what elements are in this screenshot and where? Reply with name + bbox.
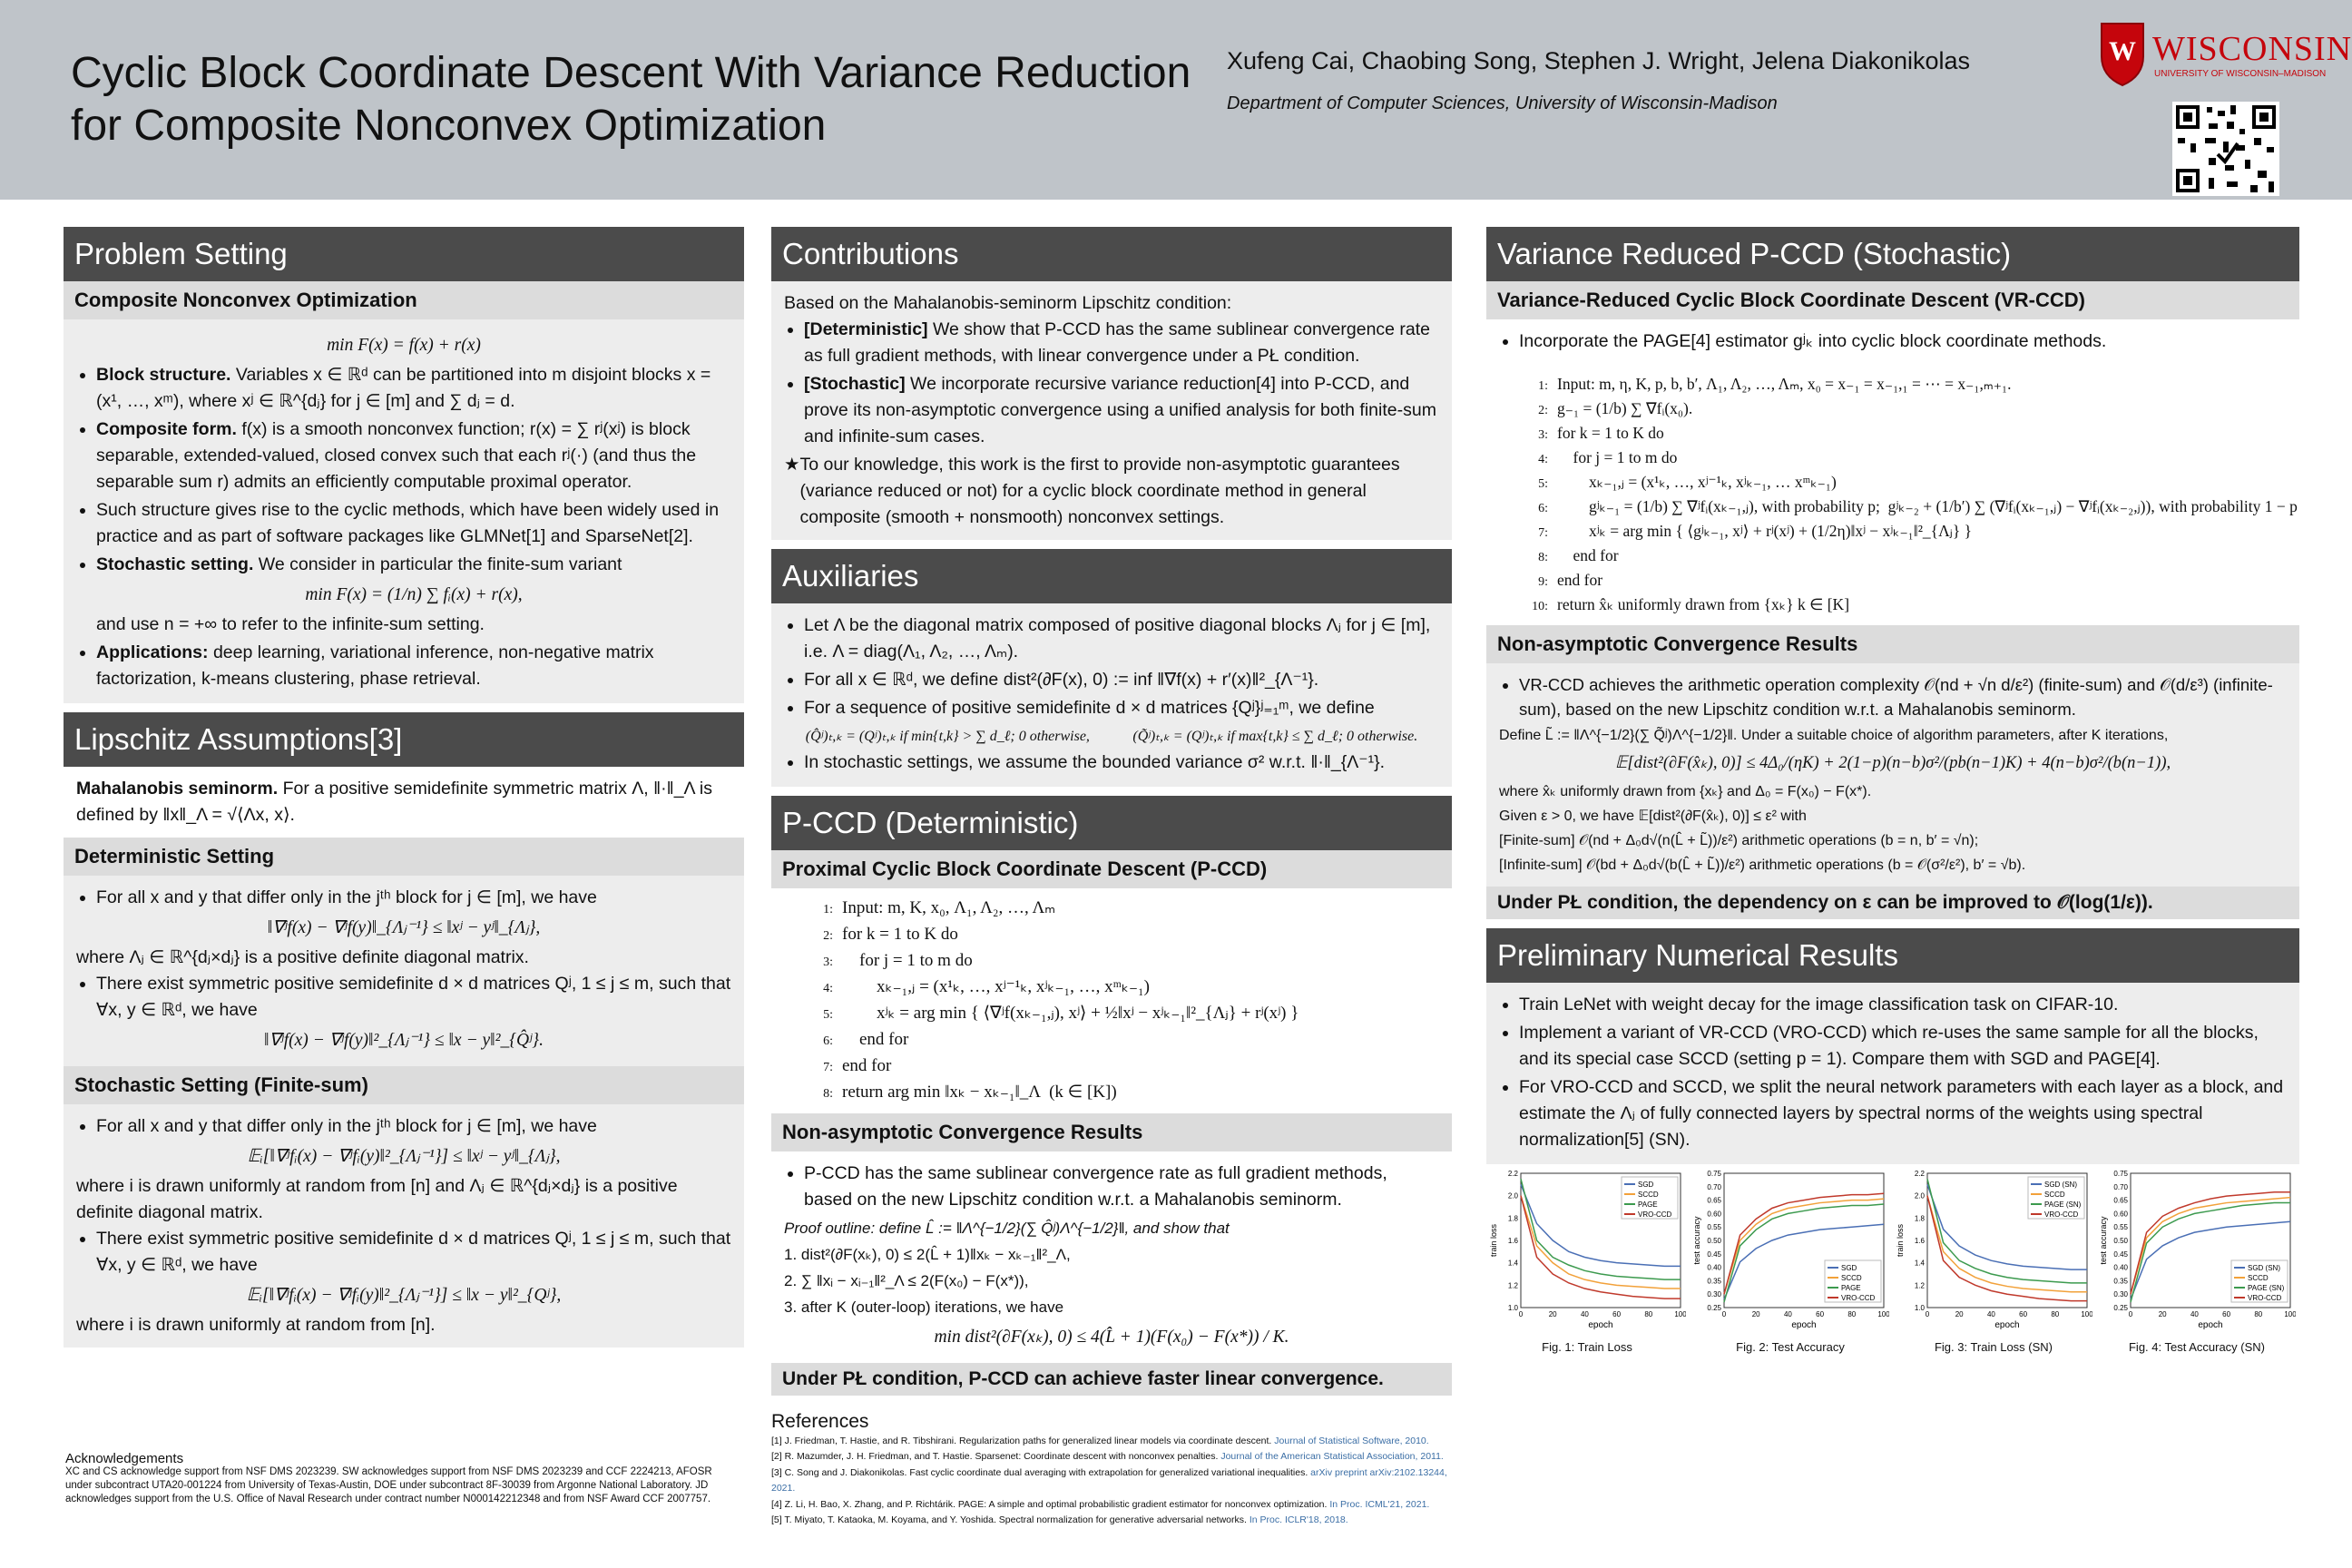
proof-step-2: 2. ∑ ‖xᵢ − xᵢ₋₁‖²_Λ ≤ 2(F(x₀) − F(x*)), xyxy=(784,1272,1029,1289)
sto-text-1: where i is drawn uniformly at random from [n] and Λⱼ ∈ ℝ^{dⱼ×dⱼ} is a positive definite diagonal matrix. xyxy=(76,1176,678,1222)
pccd-conv-bullet: • P-CCD has the same sublinear convergence rate as full gradient methods, based on the new Lipschitz condition w.r.t. a Mahalanobis seminorm. xyxy=(804,1161,1439,1213)
subsection-title: Stochastic Setting (Finite-sum) xyxy=(64,1066,744,1104)
algo-line-number: 3: xyxy=(823,956,833,969)
algo-line xyxy=(1523,520,2287,544)
legend-label: SGD xyxy=(1638,1181,1654,1189)
bullet-composite-form: • Composite form. f(x) is a smooth nonconvex function; r(x) = ∑ rʲ(xʲ) is block separable, extended-valued, closed convex such that each rʲ(·) (and thus the separable sum r) admits an efficiently computable proximal operator. xyxy=(96,416,731,495)
x-tick-label: 40 xyxy=(1783,1310,1792,1318)
deterministic-body xyxy=(64,876,744,1066)
pccd-section xyxy=(771,796,1452,1396)
section-title: Auxiliaries xyxy=(771,549,1452,603)
legend-label: SGD (SN) xyxy=(2248,1264,2280,1272)
figure-caption: Fig. 1: Train Loss xyxy=(1542,1340,1632,1354)
y-tick-label: 1.8 xyxy=(1914,1214,1925,1223)
subsection-title: Composite Nonconvex Optimization xyxy=(64,281,744,319)
x-tick-label: 0 xyxy=(1925,1310,1930,1318)
algo-line-text: xʲₖ = arg min { ⟨∇ʲf(xₖ₋₁,ⱼ), xʲ⟩ + ½‖xʲ − xʲₖ₋₁‖²_{Λⱼ} + rʲ(xʲ) } xyxy=(842,1004,1299,1023)
y-tick-label: 2.0 xyxy=(1914,1191,1925,1200)
det-formula-1: ‖∇ʲf(x) − ∇ʲf(y)‖_{Λⱼ⁻¹} ≤ ‖xʲ − yʲ‖_{Λⱼ}, xyxy=(267,918,541,937)
references xyxy=(771,1411,1452,1529)
algo-line-text: Input: m, K, x₀, Λ₁, Λ₂, …, Λₘ xyxy=(842,898,1056,917)
y-tick-label: 0.30 xyxy=(1707,1290,1721,1299)
x-axis-label: epoch xyxy=(1588,1320,1613,1330)
y-tick-label: 2.2 xyxy=(1914,1170,1925,1178)
algo-line-text: end for xyxy=(842,1056,892,1075)
chart-svg xyxy=(2098,1168,2296,1333)
pccd-algorithm xyxy=(771,888,1452,1113)
y-tick-label: 1.4 xyxy=(1914,1259,1925,1268)
y-tick-label: 0.40 xyxy=(2113,1263,2128,1272)
x-tick-label: 100 xyxy=(2284,1310,2296,1318)
x-tick-label: 60 xyxy=(2019,1310,2028,1318)
poster-title xyxy=(71,47,1214,152)
aux-def-tilde: (Q̃ʲ)ₜ,ₖ = (Qʲ)ₜ,ₖ if max{t,k} ≤ ∑ d_ℓ; 0 otherwise. xyxy=(1132,729,1418,744)
x-tick-label: 20 xyxy=(2158,1310,2167,1318)
y-tick-label: 1.0 xyxy=(1914,1304,1925,1312)
algo-line xyxy=(1523,569,2287,593)
bullet-cyclic-methods: • Such structure gives rise to the cyclic methods, which have been widely used in practice and as part of software packages like GLMNet[1] and SparseNet[2]. xyxy=(96,497,731,550)
crest-letter: W xyxy=(2109,36,2136,66)
algo-line-text: end for xyxy=(1557,546,1619,564)
section-title: Contributions xyxy=(771,227,1452,281)
legend-label: VRO-CCD xyxy=(2248,1294,2282,1302)
objective-formula: min F(x) = f(x) + r(x) xyxy=(327,336,481,355)
authors: Xufeng Cai, Chaobing Song, Stephen J. Wright, Jelena Diakonikolas xyxy=(1227,47,1971,74)
algo-line-number: 7: xyxy=(823,1061,833,1074)
subsection-title: Deterministic Setting xyxy=(64,838,744,876)
algo-line-number: 2: xyxy=(1538,404,1548,417)
prelim-bullet-1: • Train LeNet with weight decay for the image classification task on CIFAR-10. xyxy=(1519,992,2287,1018)
y-tick-label: 0.25 xyxy=(1707,1304,1721,1312)
x-axis-label: epoch xyxy=(1791,1320,1817,1330)
algo-line xyxy=(1523,593,2287,618)
chart-svg xyxy=(1691,1168,1889,1333)
y-tick-label: 0.45 xyxy=(2113,1250,2128,1259)
algo-line-text: for j = 1 to m do xyxy=(842,951,973,970)
prelim-bullet-3: • For VRO-CCD and SCCD, we split the neural network parameters with each layer as a block, and estimate the Λⱼ of fully connected layers by spectral norms of the weights using spectral normalization[5] (SN). xyxy=(1519,1074,2287,1153)
legend-label: SCCD xyxy=(2044,1191,2065,1199)
y-tick-label: 0.55 xyxy=(1707,1223,1721,1232)
x-tick-label: 40 xyxy=(2190,1310,2199,1318)
qr-code-icon xyxy=(2172,102,2279,196)
legend-label: VRO-CCD xyxy=(1841,1294,1876,1302)
problem-setting-section xyxy=(64,227,744,703)
y-axis-label: train loss xyxy=(1489,1223,1498,1258)
aux-bullet-2: • For all x ∈ ℝᵈ, we define dist²(∂F(x), 0) := inf ‖∇f(x) + r′(x)‖²_{Λ⁻¹}. xyxy=(804,667,1439,693)
y-tick-label: 1.4 xyxy=(1507,1259,1518,1268)
y-tick-label: 1.2 xyxy=(1507,1281,1518,1290)
proof-bound: min dist²(∂F(xₖ), 0) ≤ 4(L̂ + 1)(F(x₀) − F(x*)) / K. xyxy=(934,1328,1289,1347)
ref-item: [2] R. Mazumder, J. H. Friedman, and T. Hastie. Sparsenet: Coordinate descent with nonconvex penalties. Journal of the American Statistical Association, 2011. xyxy=(771,1451,1444,1462)
proof-step-3: 3. after K (outer-loop) iterations, we have xyxy=(784,1298,1064,1316)
contributions-section xyxy=(771,227,1452,540)
algo-line-text: xₖ₋₁,ⱼ = (x¹ₖ, …, xʲ⁻¹ₖ, xʲₖ₋₁, …, xᵐₖ₋₁) xyxy=(842,977,1150,996)
vr-conv-2: Define L̃ := ‖Λ^{−1/2}(∑ Q̃ʲ)Λ^{−1/2}‖. Under a suitable choice of algorithm parameters, after K iterations, xyxy=(1499,728,2169,743)
sto-formula-1: 𝔼ᵢ[‖∇ʲfᵢ(x) − ∇ʲfᵢ(y)‖²_{Λⱼ⁻¹}] ≤ ‖xʲ − yʲ‖_{Λⱼ}, xyxy=(247,1147,561,1166)
x-axis-label: epoch xyxy=(1994,1320,2020,1330)
logo-wordmark: WISCONSIN xyxy=(2152,30,2352,68)
algo-line-text: for j = 1 to m do xyxy=(1557,448,1678,466)
contrib-stochastic: • [Stochastic] We incorporate recursive variance reduction[4] into P-CCD, and prove its non-asymptotic convergence using a unified analysis for both finite-sum and infinite-sum cases. xyxy=(804,371,1439,450)
y-tick-label: 1.8 xyxy=(1507,1214,1518,1223)
algo-line xyxy=(808,975,1439,1001)
algo-line xyxy=(808,948,1439,975)
pccd-conv-body xyxy=(771,1152,1452,1363)
bullet-applications: • Applications: deep learning, variational inference, non-negative matrix factorization, k-means clustering, phase retrieval. xyxy=(96,640,731,692)
y-tick-label: 1.2 xyxy=(1914,1281,1925,1290)
x-axis-label: epoch xyxy=(2198,1320,2223,1330)
bullet-stochastic-setting: • Stochastic setting. We consider in particular the finite-sum variant min F(x) = (1/n) ∑ fᵢ(x) + r(x), and use n = +∞ to refer to the infinite-sum setting. xyxy=(96,552,731,638)
title-line-1: Cyclic Block Coordinate Descent With Variance Reduction xyxy=(71,49,1191,97)
algo-line xyxy=(808,1001,1439,1027)
ack-text: XC and CS acknowledge support from NSF DMS 2023239. SW acknowledges support from NSF DMS 2023239 and CCF 2224213, AFOSR under subcontract UTA20-001224 from University of Texas-Austin, DOE under subcontract 8F-30039 from Argonne National Laboratory. JD acknowledges support from the U.S. Office of Naval Research under contract number N000142212348 and from NSF Award CCF 2007757. xyxy=(65,1466,712,1504)
maha-lead: Mahalanobis seminorm. xyxy=(76,779,279,799)
column-left xyxy=(64,227,744,1357)
vrccd-algorithm xyxy=(1486,366,2299,625)
y-tick-label: 0.70 xyxy=(1707,1182,1721,1191)
y-tick-label: 2.2 xyxy=(1507,1170,1518,1178)
university-logo xyxy=(2096,16,2352,87)
ref-item: [3] C. Song and J. Diakonikolas. Fast cyclic coordinate dual averaging with extrapolation for generalized variational inequalities. arXiv preprint arXiv:2102.13244, 2021. xyxy=(771,1466,1447,1494)
section-body xyxy=(1486,983,2299,1164)
ref-item: [5] T. Miyato, T. Kataoka, M. Koyama, and Y. Yoshida. Spectral normalization for generative adversarial networks. In Proc. ICLR'18, 2018. xyxy=(771,1514,1348,1525)
aux-def-hat: (Q̂ʲ)ₜ,ₖ = (Qʲ)ₜ,ₖ if min{t,k} > ∑ d_ℓ; 0 otherwise, xyxy=(805,729,1090,744)
y-tick-label: 0.75 xyxy=(2113,1170,2128,1178)
det-text-1: where Λⱼ ∈ ℝ^{dⱼ×dⱼ} is a positive definite diagonal matrix. xyxy=(76,947,529,967)
algo-line-number: 4: xyxy=(1538,453,1548,466)
lipschitz-section xyxy=(64,712,744,1348)
vr-intro xyxy=(1486,319,2299,366)
section-body xyxy=(771,281,1452,540)
x-tick-label: 80 xyxy=(2051,1310,2060,1318)
algo-line xyxy=(1523,373,2287,397)
legend-label: PAGE xyxy=(1638,1200,1658,1209)
algo-line-text: return arg min ‖xₖ − xₖ₋₁‖_Λ (k ∈ [K]) xyxy=(842,1083,1117,1102)
x-tick-label: 60 xyxy=(1612,1310,1622,1318)
chart-svg xyxy=(1895,1168,2092,1333)
algo-line-text: return x̂ₖ uniformly drawn from {xₖ} k ∈ [K] xyxy=(1557,595,1850,613)
acknowledgements xyxy=(65,1452,737,1506)
x-tick-label: 100 xyxy=(1674,1310,1686,1318)
x-tick-label: 80 xyxy=(2254,1310,2263,1318)
x-tick-label: 40 xyxy=(1580,1310,1589,1318)
y-tick-label: 2.0 xyxy=(1507,1191,1518,1200)
x-tick-label: 60 xyxy=(1816,1310,1825,1318)
prelim-bullet-2: • Implement a variant of VR-CCD (VRO-CCD) which re-uses the same sample for all the blocks, and its special case SCCD (setting p = 1). Compare them with SGD and PAGE[4]. xyxy=(1519,1020,2287,1073)
algo-line-text: end for xyxy=(1557,571,1603,589)
vr-infinite-sum: [Infinite-sum] 𝒪(bd + Δ₀d√(b(L̂ + L̃))/ε²) arithmetic operations (b = 𝒪(σ²/ε²), b′ = √b). xyxy=(1499,858,2026,873)
algo-line-text: g₋₁ = (1/b) ∑ ∇fᵢ(x₀). xyxy=(1557,399,1693,417)
section-body xyxy=(771,603,1452,787)
section-title: Lipschitz Assumptions[3] xyxy=(64,712,744,767)
det-bullet-2: • There exist symmetric positive semidefinite d × d matrices Qʲ, 1 ≤ j ≤ m, such that ∀x, y ∈ ℝᵈ, we have xyxy=(96,971,731,1024)
algo-line-text: for k = 1 to K do xyxy=(842,925,958,944)
finite-sum-formula: min F(x) = (1/n) ∑ fᵢ(x) + r(x), xyxy=(305,585,523,604)
y-tick-label: 1.6 xyxy=(1914,1237,1925,1245)
det-bullet-1: • For all x and y that differ only in the jᵗʰ block for j ∈ [m], we have xyxy=(96,885,731,911)
section-title: Problem Setting xyxy=(64,227,744,281)
legend-label: PAGE xyxy=(1841,1284,1861,1292)
prelim-section xyxy=(1486,928,2299,1354)
chart-4 xyxy=(2098,1168,2296,1333)
ack-title: Acknowledgements xyxy=(65,1451,184,1466)
algo-line-text: xʲₖ = arg min { ⟨gʲₖ₋₁, xʲ⟩ + rʲ(xʲ) + (1/2η)‖xʲ − xʲₖ₋₁‖²_{Λⱼ} } xyxy=(1557,522,1973,540)
algo-line-text: end for xyxy=(842,1030,909,1049)
pccd-pl-note: Under PŁ condition, P-CCD can achieve faster linear convergence. xyxy=(771,1363,1452,1396)
figures-row xyxy=(1486,1164,2299,1354)
subsection-title: Proximal Cyclic Block Coordinate Descent (P-CCD) xyxy=(771,850,1452,888)
figure-caption: Fig. 2: Test Accuracy xyxy=(1736,1340,1845,1354)
section-title: Preliminary Numerical Results xyxy=(1486,928,2299,983)
contrib-deterministic: • [Deterministic] We show that P-CCD has the same sublinear convergence rate as full gradient methods, with linear convergence under a PŁ condition. xyxy=(804,317,1439,369)
vr-conv-2-tail: where x̂ₖ uniformly drawn from {xₖ} and Δ₀ = F(x₀) − F(x*). xyxy=(1499,784,1872,799)
aux-matrix-defs xyxy=(784,723,1439,750)
star-icon: ★ xyxy=(784,455,800,475)
vr-bullet-1: • Incorporate the PAGE[4] estimator gʲₖ into cyclic block coordinate methods. xyxy=(1519,328,2287,355)
auxiliaries-section xyxy=(771,549,1452,787)
sto-bullet-2: • There exist symmetric positive semidefinite d × d matrices Qʲ, 1 ≤ j ≤ m, such that ∀x, y ∈ ℝᵈ, we have xyxy=(96,1226,731,1279)
sto-formula-2: 𝔼ᵢ[‖∇ʲfᵢ(x) − ∇ʲfᵢ(y)‖²_{Λⱼ⁻¹}] ≤ ‖x − y‖²_{Qʲ}, xyxy=(246,1286,562,1305)
y-tick-label: 0.35 xyxy=(1707,1277,1721,1286)
legend-label: SGD (SN) xyxy=(2044,1181,2077,1189)
algo-line-number: 6: xyxy=(823,1034,833,1048)
legend-label: PAGE (SN) xyxy=(2044,1200,2082,1209)
y-tick-label: 0.25 xyxy=(2113,1304,2128,1312)
sto-bullet-1: • For all x and y that differ only in the jᵗʰ block for j ∈ [m], we have xyxy=(96,1113,731,1140)
algo-line-number: 10: xyxy=(1532,600,1548,613)
sto-text-2: where i is drawn uniformly at random from [n]. xyxy=(76,1315,436,1335)
chart-1 xyxy=(1488,1168,1686,1333)
algo-line-number: 1: xyxy=(1538,379,1548,393)
section-body xyxy=(64,319,744,703)
algo-line-number: 8: xyxy=(823,1087,833,1101)
legend-label: SGD xyxy=(1841,1264,1857,1272)
x-tick-label: 100 xyxy=(1877,1310,1889,1318)
y-tick-label: 0.35 xyxy=(2113,1277,2128,1286)
algo-line-text: gʲₖ₋₁ = (1/b) ∑ ∇ʲfᵢ(xₖ₋₁,ⱼ), with probability p; gʲₖ₋₂ + (1/b′) ∑ (∇ʲfᵢ(xₖ₋₁,ⱼ) − ∇ʲfᵢ(xₖ₋₂,ⱼ)), with probability 1 − p xyxy=(1557,497,2298,515)
x-tick-label: 40 xyxy=(1986,1310,1995,1318)
algo-line xyxy=(808,1054,1439,1080)
crest-icon xyxy=(2096,16,2149,87)
algo-line xyxy=(808,1027,1439,1054)
y-tick-label: 0.55 xyxy=(2113,1223,2128,1232)
stochastic-body xyxy=(64,1104,744,1348)
algo-line xyxy=(1523,544,2287,569)
legend-label: VRO-CCD xyxy=(1638,1210,1672,1219)
algo-line-number: 8: xyxy=(1538,551,1548,564)
chart-2 xyxy=(1691,1168,1889,1333)
x-tick-label: 20 xyxy=(1955,1310,1964,1318)
y-axis-label: test accuracy xyxy=(2099,1216,2108,1265)
algo-line-text: for k = 1 to K do xyxy=(1557,424,1664,442)
subsection-title: Variance-Reduced Cyclic Block Coordinate Descent (VR-CCD) xyxy=(1486,281,2299,319)
vr-finite-sum: [Finite-sum] 𝒪(nd + Δ₀d√(n(L̂ + L̃))/ε²) arithmetic operations (b = n, b′ = √n); xyxy=(1499,833,1979,848)
vr-bound: 𝔼[dist²(∂F(x̂ₖ), 0)] ≤ 4Δ₀/(ηK) + 2(1−p)(n−b)σ²/(pb(n−1)K) + 4(n−b)σ²/(b(n−1)), xyxy=(1614,754,2171,772)
algo-line-text: xₖ₋₁,ⱼ = (x¹ₖ, …, xʲ⁻¹ₖ, xʲₖ₋₁, … xᵐₖ₋₁) xyxy=(1557,473,1837,491)
y-tick-label: 0.50 xyxy=(1707,1237,1721,1245)
algo-line-text: Input: m, η, K, p, b, b′, Λ₁, Λ₂, …, Λₘ, x₀ = x₋₁ = x₋₁,₁ = ⋯ = x₋₁,ₘ₊₁. xyxy=(1557,375,2012,393)
affiliation: Department of Computer Sciences, University of Wisconsin-Madison xyxy=(1227,93,1778,113)
y-tick-label: 1.0 xyxy=(1507,1304,1518,1312)
x-tick-label: 0 xyxy=(1518,1310,1524,1318)
x-tick-label: 0 xyxy=(2128,1310,2133,1318)
algo-line xyxy=(808,922,1439,948)
qr-code xyxy=(2172,102,2279,196)
y-axis-label: test accuracy xyxy=(1692,1216,1701,1265)
algo-line xyxy=(808,896,1439,922)
logo-subtitle: UNIVERSITY OF WISCONSIN–MADISON xyxy=(2154,69,2327,79)
algo-line xyxy=(808,1080,1439,1106)
algo-line-number: 1: xyxy=(823,903,833,916)
subsection-title: Non-asymptotic Convergence Results xyxy=(771,1113,1452,1152)
x-tick-label: 60 xyxy=(2222,1310,2231,1318)
x-tick-label: 80 xyxy=(1644,1310,1653,1318)
y-tick-label: 0.50 xyxy=(2113,1237,2128,1245)
poster-header xyxy=(0,0,2352,200)
algo-line-number: 3: xyxy=(1538,428,1548,442)
figure-caption: Fig. 4: Test Accuracy (SN) xyxy=(2128,1340,2266,1354)
vr-conv-1: • VR-CCD achieves the arithmetic operation complexity 𝒪(nd + √n d/ε²) (finite-sum) and 𝒪(d/ε³) (infinite-sum), based on the new Lipschitz condition w.r.t. a Mahalanobis seminorm. xyxy=(1519,672,2287,721)
y-tick-label: 0.65 xyxy=(1707,1196,1721,1205)
proof-outline: Proof outline: define L̂ := ‖Λ^{−1/2}(∑ Q̂ʲ)Λ^{−1/2}‖, and show that xyxy=(784,1220,1230,1237)
legend-label: VRO-CCD xyxy=(2044,1210,2079,1219)
y-tick-label: 0.75 xyxy=(1707,1170,1721,1178)
section-body xyxy=(64,767,744,838)
figure-caption: Fig. 3: Train Loss (SN) xyxy=(1934,1340,2053,1354)
algo-line-number: 7: xyxy=(1538,526,1548,540)
algo-line-number: 2: xyxy=(823,929,833,943)
algo-line xyxy=(1523,422,2287,446)
y-tick-label: 0.60 xyxy=(2113,1210,2128,1219)
section-title: P-CCD (Deterministic) xyxy=(771,796,1452,850)
algo-line xyxy=(1523,471,2287,495)
algo-line xyxy=(1523,446,2287,471)
chart-3 xyxy=(1895,1168,2092,1333)
contrib-star-item xyxy=(784,452,1439,531)
aux-bullet-4: • In stochastic settings, we assume the bounded variance σ² w.r.t. ‖·‖_{Λ⁻¹}. xyxy=(804,750,1439,776)
algo-line-number: 9: xyxy=(1538,575,1548,589)
algo-line-number: 6: xyxy=(1538,502,1548,515)
bullet-block-structure: • Block structure. Variables x ∈ ℝᵈ can be partitioned into m disjoint blocks x = (x¹, …, xᵐ), where xʲ ∈ ℝ^{dⱼ} for j ∈ [m] and ∑ dⱼ = d. xyxy=(96,362,731,415)
vr-conv-3: Given ε > 0, we have 𝔼[dist²(∂F(x̂ₖ), 0)] ≤ ε² with xyxy=(1499,808,1807,824)
y-tick-label: 0.60 xyxy=(1707,1210,1721,1219)
y-tick-label: 0.65 xyxy=(2113,1196,2128,1205)
column-right xyxy=(1486,227,2299,1354)
algo-line xyxy=(1523,397,2287,422)
ref-item: [1] J. Friedman, T. Hastie, and R. Tibshirani. Regularization paths for generalized linear models via coordinate descent. Journal of Statistical Software, 2010. xyxy=(771,1435,1429,1446)
legend-label: SCCD xyxy=(1638,1191,1659,1199)
legend-label: PAGE (SN) xyxy=(2248,1284,2285,1292)
algo-line-number: 5: xyxy=(823,1008,833,1022)
aux-bullet-1: • Let Λ be the diagonal matrix composed of positive diagonal blocks Λⱼ for j ∈ [m], i.e. Λ = diag(Λ₁, Λ₂, …, Λₘ). xyxy=(804,612,1439,665)
legend-label: SCCD xyxy=(1841,1274,1862,1282)
contrib-first-text: To our knowledge, this work is the first to provide non-asymptotic guarantees (variance reduced or not) for a cyclic block coordinate method in general composite (smooth + nonsmooth) nonconvex settings. xyxy=(799,455,1400,527)
det-formula-2: ‖∇ʲf(x) − ∇ʲf(y)‖²_{Λⱼ⁻¹} ≤ ‖x − y‖²_{Q̂ʲ}. xyxy=(264,1031,544,1050)
maha-text: For a positive semidefinite symmetric matrix Λ, ‖·‖_Λ is defined by ‖x‖_Λ = √⟨Λx, x⟩. xyxy=(76,779,712,825)
title-line-2: for Composite Nonconvex Optimization xyxy=(71,102,827,150)
section-title: Variance Reduced P-CCD (Stochastic) xyxy=(1486,227,2299,281)
x-tick-label: 20 xyxy=(1751,1310,1760,1318)
algo-line xyxy=(1523,495,2298,520)
ref-item: [4] Z. Li, H. Bao, X. Zhang, and P. Richtárik. PAGE: A simple and optimal probabilistic gradient estimator for nonconvex optimization. In Proc. ICML'21, 2021. xyxy=(771,1498,1430,1510)
y-axis-label: train loss xyxy=(1896,1223,1905,1258)
x-tick-label: 80 xyxy=(1847,1310,1857,1318)
x-tick-label: 100 xyxy=(2081,1310,2092,1318)
legend-label: SCCD xyxy=(2248,1274,2269,1282)
y-tick-label: 1.6 xyxy=(1507,1237,1518,1245)
vr-conv-body xyxy=(1486,663,2299,887)
vr-pccd-section xyxy=(1486,227,2299,919)
aux-bullet-3: • For a sequence of positive semidefinite d × d matrices {Qʲ}ʲ₌₁ᵐ, we define xyxy=(804,695,1439,721)
column-middle xyxy=(771,227,1452,1405)
proof-step-1: 1. dist²(∂F(xₖ), 0) ≤ 2(L̂ + 1)‖xₖ − xₖ₋₁‖²_Λ, xyxy=(784,1246,1071,1263)
y-tick-label: 0.40 xyxy=(1707,1263,1721,1272)
chart-svg xyxy=(1488,1168,1686,1333)
y-tick-label: 0.70 xyxy=(2113,1182,2128,1191)
contrib-intro: Based on the Mahalanobis-seminorm Lipschitz condition: xyxy=(784,293,1232,313)
refs-title: References xyxy=(771,1411,869,1432)
algo-line-number: 5: xyxy=(1538,477,1548,491)
subsection-title: Non-asymptotic Convergence Results xyxy=(1486,625,2299,663)
y-tick-label: 0.30 xyxy=(2113,1290,2128,1299)
x-tick-label: 0 xyxy=(1721,1310,1727,1318)
vr-pl-note: Under PŁ condition, the dependency on ε can be improved to 𝒪(log(1/ε)). xyxy=(1486,887,2299,919)
x-tick-label: 20 xyxy=(1548,1310,1557,1318)
y-tick-label: 0.45 xyxy=(1707,1250,1721,1259)
algo-line-number: 4: xyxy=(823,982,833,995)
